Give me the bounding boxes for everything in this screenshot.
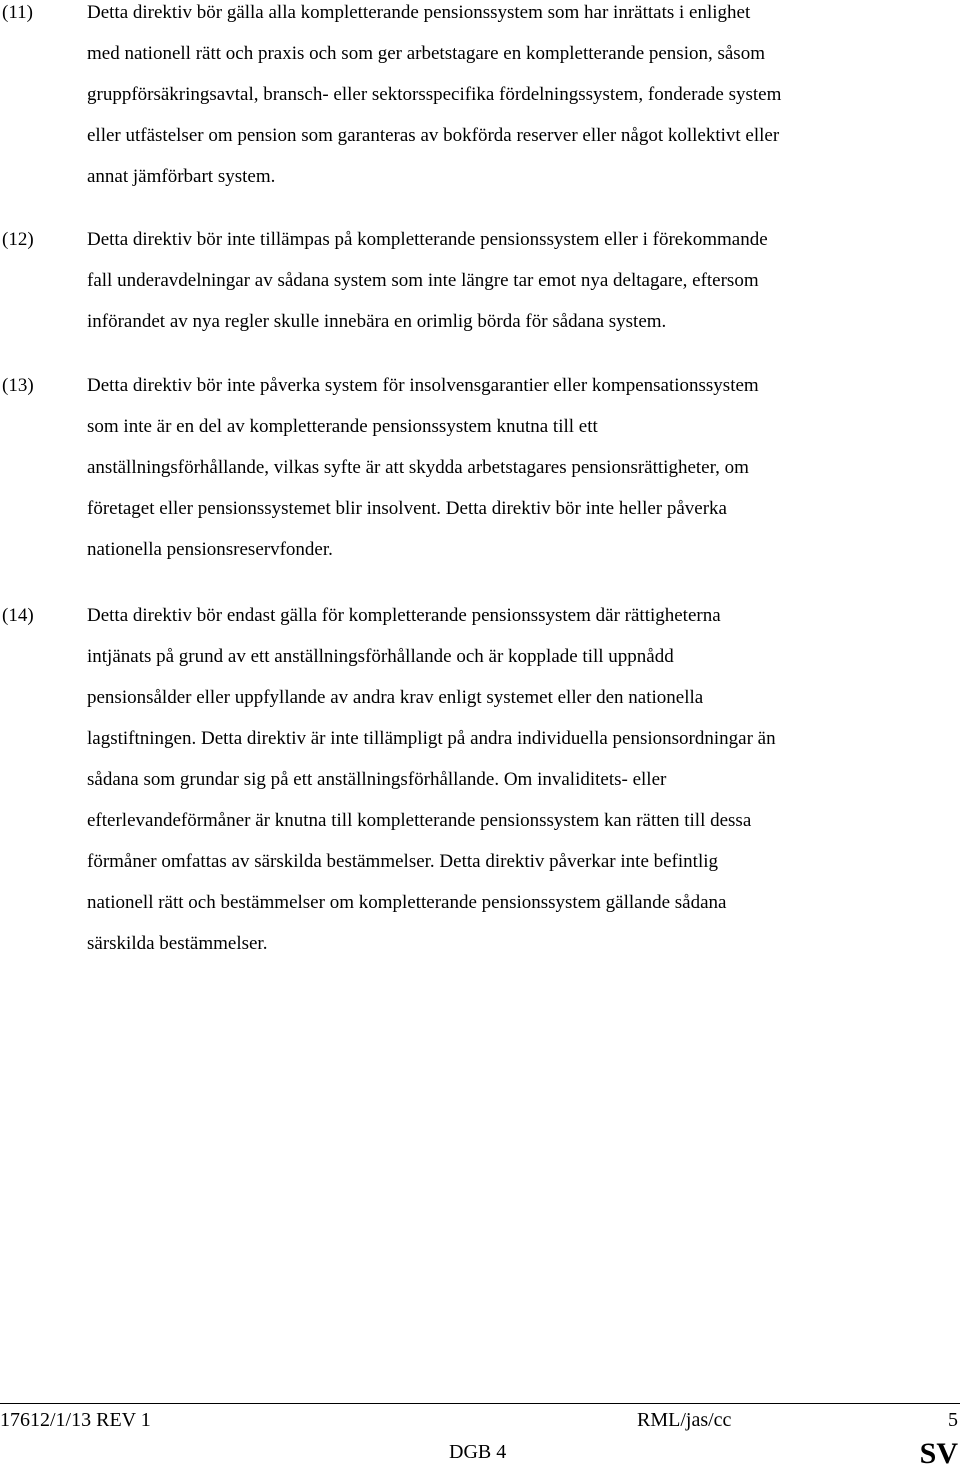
recital-line: som inte är en del av kompletterande pensionssystem knutna till ett: [87, 416, 598, 437]
recital-line: med nationell rätt och praxis och som ger arbetstagare en kompletterande pension, såsom: [87, 43, 765, 64]
recital-line: införandet av nya regler skulle innebära en orimlig börda för sådana system.: [87, 311, 667, 332]
recital-line: annat jämförbart system.: [87, 166, 276, 187]
footer-document-number: 17612/1/13 REV 1: [0, 1409, 151, 1431]
recital-line: Detta direktiv bör endast gälla för kompletterande pensionssystem där rättigheterna: [87, 605, 721, 626]
recital-text: [87, 219, 957, 342]
footer-language-code: SV: [919, 1437, 958, 1470]
recital-line: fall underavdelningar av sådana system som inte längre tar emot nya deltagare, eftersom: [87, 270, 759, 291]
recital-number: (14): [2, 605, 34, 626]
footer-reference: RML/jas/cc: [637, 1409, 732, 1431]
recital-line: Detta direktiv bör gälla alla kompletterande pensionssystem som har inrättats i enlighet: [87, 2, 751, 23]
recital-line: företaget eller pensionssystemet blir insolvent. Detta direktiv bör inte heller påverka: [87, 498, 727, 519]
recital-line: pensionsålder eller uppfyllande av andra krav enligt systemet eller den nationella: [87, 687, 704, 708]
recital-line: intjänats på grund av ett anställningsförhållande och är kopplade till uppnådd: [87, 646, 674, 667]
recital-line: anställningsförhållande, vilkas syfte är att skydda arbetstagares pensionsrättigheter, om: [87, 457, 749, 478]
recital-line: särskilda bestämmelser.: [87, 933, 268, 954]
footer-department: DGB 4: [449, 1441, 507, 1463]
recital-line: lagstiftningen. Detta direktiv är inte tillämpligt på andra individuella pensionsordningar än: [87, 728, 776, 749]
footer-page-number: 5: [948, 1409, 958, 1431]
recital-text: [87, 0, 957, 197]
recital-number: (11): [2, 2, 33, 23]
recital-text: [87, 595, 957, 964]
recital-line: gruppförsäkringsavtal, bransch- eller sektorsspecifika fördelningssystem, fonderade system: [87, 84, 782, 105]
recital-line: efterlevandeförmåner är knutna till kompletterande pensionssystem kan rätten till dessa: [87, 810, 752, 831]
recital-line: förmåner omfattas av särskilda bestämmelser. Detta direktiv påverkar inte befintlig: [87, 851, 718, 872]
recital-number: (12): [2, 229, 34, 250]
recital-text: [87, 365, 957, 570]
recital-number: (13): [2, 375, 34, 396]
footer-divider: [0, 1403, 960, 1404]
recital-line: sådana som grundar sig på ett anställningsförhållande. Om invaliditets- eller: [87, 769, 667, 790]
recital-line: Detta direktiv bör inte tillämpas på kompletterande pensionssystem eller i förekommande: [87, 229, 768, 250]
recital-line: nationell rätt och bestämmelser om kompletterande pensionssystem gällande sådana: [87, 892, 727, 913]
recital-line: nationella pensionsreservfonder.: [87, 539, 333, 560]
recital-line: Detta direktiv bör inte påverka system för insolvensgarantier eller kompensationssystem: [87, 375, 759, 396]
recital-line: eller utfästelser om pension som garanteras av bokförda reserver eller något kollektivt eller: [87, 125, 780, 146]
